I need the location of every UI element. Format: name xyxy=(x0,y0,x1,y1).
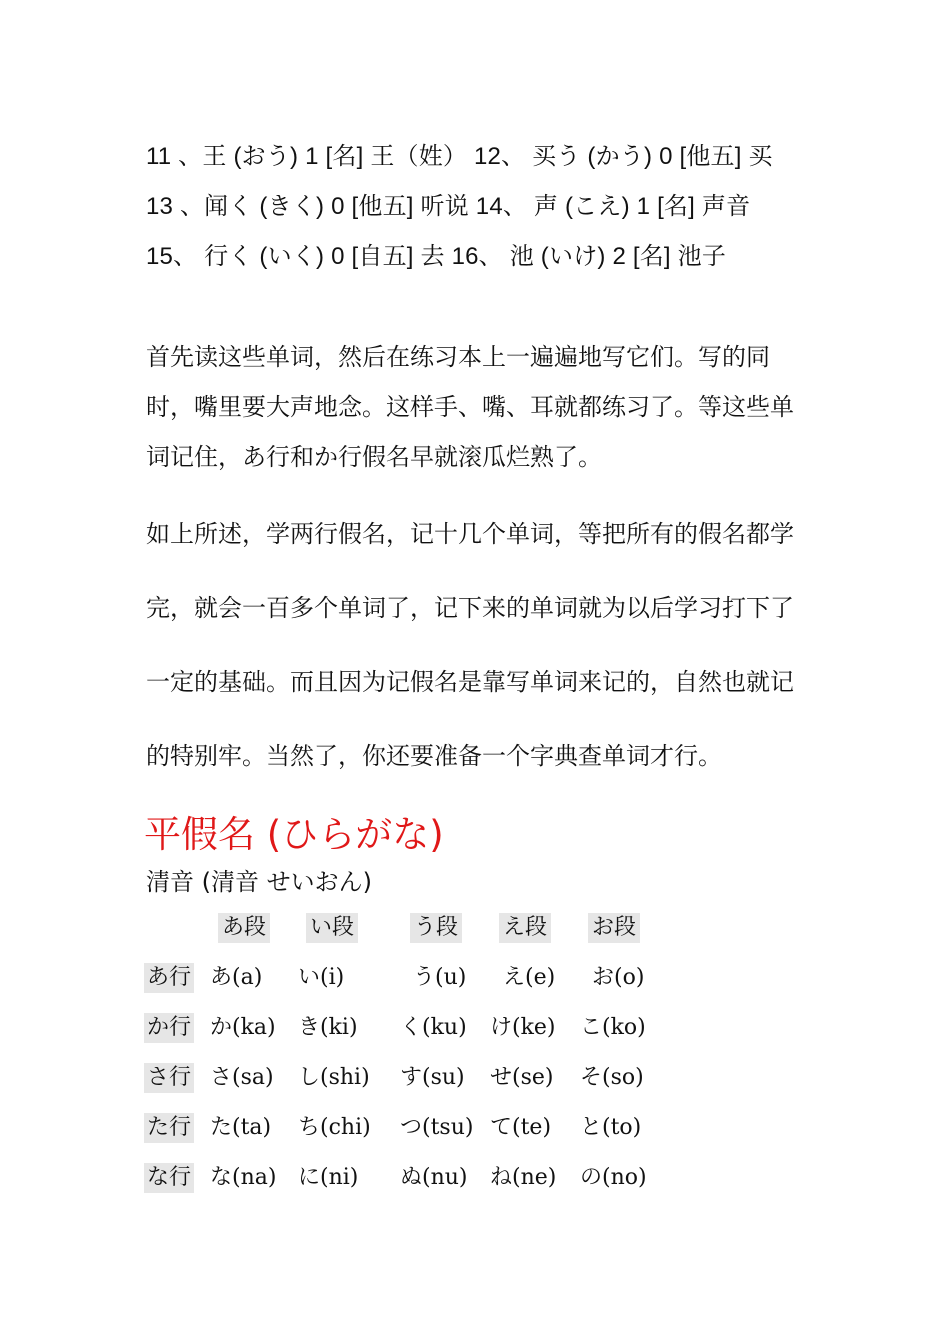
kana-cell: な(na) xyxy=(210,1165,277,1190)
section-title: 平假名 (ひらがな) xyxy=(144,813,444,856)
kana-cell: い(i) xyxy=(298,965,345,990)
row-label: な行 xyxy=(144,1163,194,1193)
kana-cell: あ(a) xyxy=(210,965,263,990)
kana-cell: し(shi) xyxy=(298,1065,370,1090)
column-header: い段 xyxy=(306,913,358,943)
column-header: え段 xyxy=(499,913,551,943)
kana-cell: お(o) xyxy=(592,965,645,990)
kana-cell: ぬ(nu) xyxy=(400,1165,468,1190)
kana-cell: け(ke) xyxy=(490,1015,556,1040)
kana-cell: せ(se) xyxy=(490,1065,554,1090)
kana-cell: こ(ko) xyxy=(580,1015,646,1040)
kana-cell: き(ki) xyxy=(298,1015,358,1040)
kana-cell: に(ni) xyxy=(298,1165,359,1190)
kana-cell: さ(sa) xyxy=(210,1065,274,1090)
vocab-line: 11 、王 (おう) 1 [名] 王（姓） 12、 买う (かう) 0 [他五] 买 xyxy=(146,143,773,170)
kana-cell: ち(chi) xyxy=(298,1115,371,1140)
summary-paragraph: 如上所述，学两行假名，记十几个单词，等把所有的假名都学完，就会一百多个单词了，记下来的单词就为以后学习打下了一定的基础。而且因为记假名是靠写单词来记的，自然也就记的特别牢。当然了，你还要准备一个字典查单词才行。 xyxy=(146,520,794,770)
row-label: さ行 xyxy=(144,1063,194,1093)
kana-cell: ね(ne) xyxy=(490,1165,557,1190)
column-header: う段 xyxy=(410,913,462,943)
kana-cell: の(no) xyxy=(580,1165,647,1190)
kana-cell: く(ku) xyxy=(400,1015,467,1040)
row-label: あ行 xyxy=(144,963,194,993)
kana-cell: そ(so) xyxy=(580,1065,644,1090)
subsection-title: 清音 (清音 せいおん) xyxy=(146,868,372,896)
column-header: お段 xyxy=(588,913,640,943)
kana-cell: え(e) xyxy=(503,965,556,990)
instruction-paragraph: 首先读这些单词，然后在练习本上一遍遍地写它们。写的同时，嘴里要大声地念。这样手、嘴、耳就都练习了。等这些单词记住，あ行和か行假名早就滚瓜烂熟了。 xyxy=(146,343,794,471)
vocab-line: 15、 行く (いく) 0 [自五] 去 16、 池 (いけ) 2 [名] 池子 xyxy=(146,243,727,270)
kana-cell: と(to) xyxy=(580,1115,642,1140)
row-label: た行 xyxy=(144,1113,194,1143)
kana-cell: す(su) xyxy=(400,1065,465,1090)
column-header: あ段 xyxy=(218,913,270,943)
kana-cell: つ(tsu) xyxy=(400,1115,474,1140)
vocab-line: 13 、闻く (きく) 0 [他五] 听说 14、 声 (こえ) 1 [名] 声音 xyxy=(146,193,751,220)
kana-cell: た(ta) xyxy=(210,1115,272,1140)
row-label: か行 xyxy=(144,1013,194,1043)
kana-cell: か(ka) xyxy=(210,1015,276,1040)
kana-cell: て(te) xyxy=(490,1115,552,1140)
kana-cell: う(u) xyxy=(413,965,467,990)
